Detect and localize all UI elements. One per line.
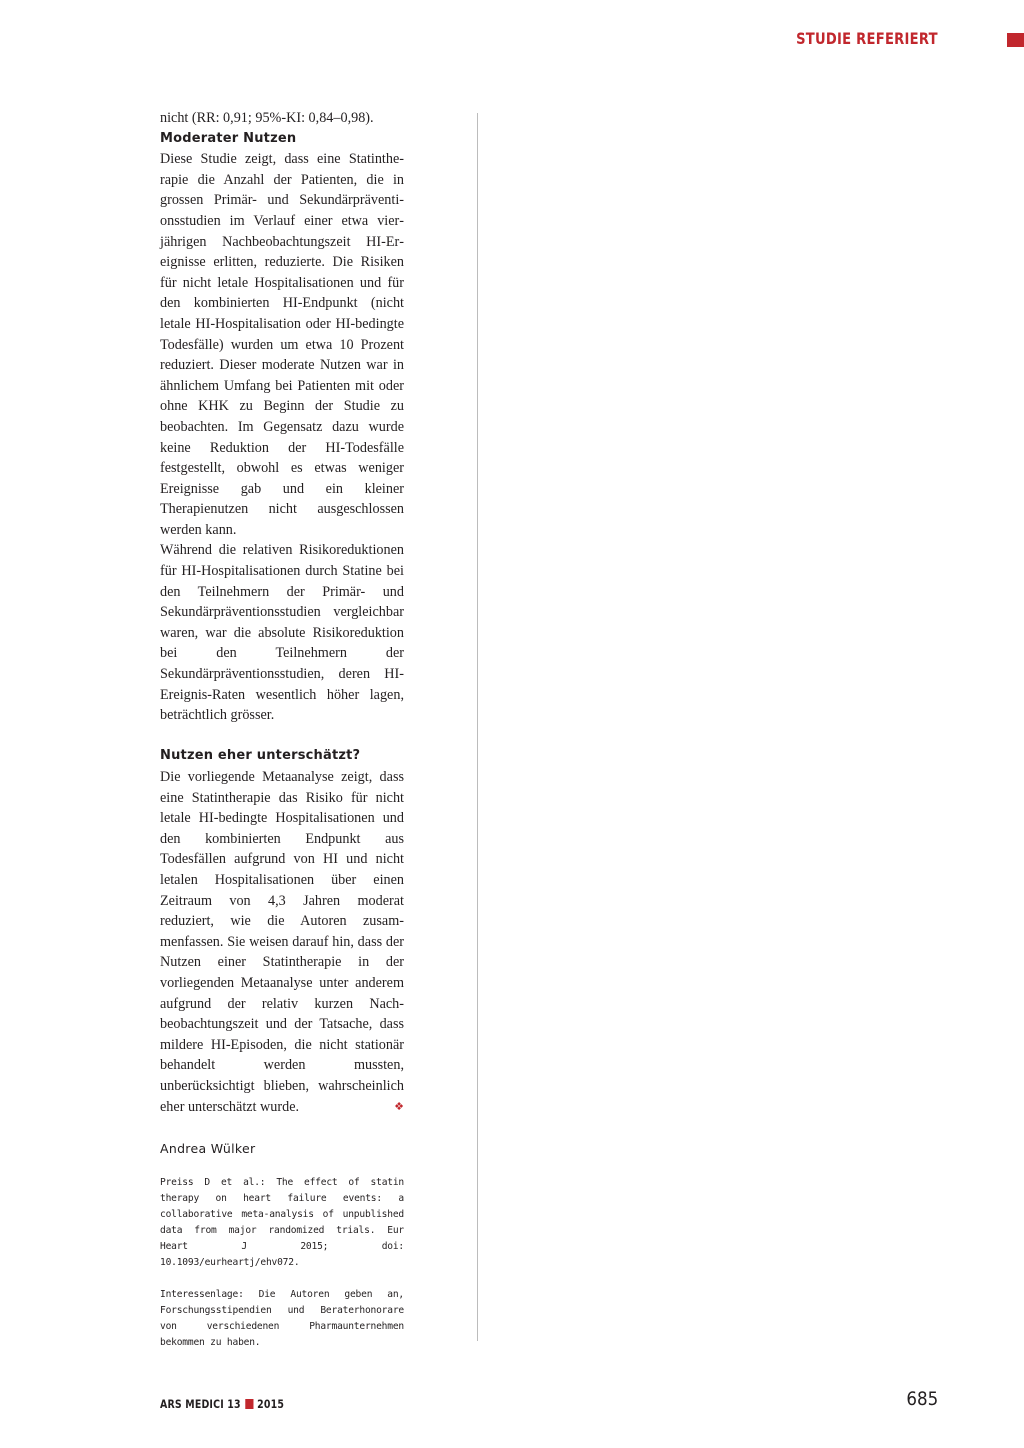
article-column <box>160 108 404 1351</box>
column-divider <box>477 113 478 1341</box>
section-gap <box>160 726 404 747</box>
footer-journal <box>160 1397 284 1411</box>
body-paragraph: Während die relativen Risikoreduktionen für HI-Hospitalisationen durch Statine bei den Teilnehmern der Primär- und Sekundärpräventionsstudien vergleichbar waren, war die absolute Risikoreduktion bei den Teilnehmern der Sekundärpräventionsstudien, deren HI-Ereignis-Raten wesentlich höher lagen, beträchtlich grösser. <box>160 542 404 724</box>
body-paragraph-text: Die vorliegende Metaanalyse zeigt, dass eine Statintherapie das Risiko für nicht letale HI-bedingte Hospitalisationen und den kombinierten Endpunkt aus Todesfällen aufgrund von HI und nicht letalen Hospitalisationen über einen Zeitraum von 4,3 Jahren moderat reduziert, wie die Autoren zusammenfassen. Sie weisen darauf hin, dass der Nutzen einer Statintherapie in der vorliegenden Metaanalyse unter anderem aufgrund der relativ kurzen Nachbeobachtungszeit und der Tatsache, dass mildere HI-Episoden, die nicht stationär behandelt werden mussten, unberücksichtigt blieben, wahrscheinlich eher unterschätzt wurde. <box>160 769 404 1115</box>
lead-in-paragraph: nicht (RR: 0,91; 95%-KI: 0,84–0,98). <box>160 110 374 126</box>
article-body <box>160 108 404 1117</box>
end-of-article-icon: ❖ <box>394 1099 404 1113</box>
body-paragraph <box>160 767 404 1117</box>
section-label: STUDIE REFERIERT <box>796 29 938 48</box>
journal-year: 2015 <box>257 1397 285 1411</box>
conflict-of-interest-text: Interessenlage: Die Autoren geben an, Forschungsstipendien und Beraterhonorare von verschiedenen Pharmaunternehmen bekommen zu haben. <box>160 1289 404 1349</box>
page-number: 685 <box>906 1388 938 1410</box>
author-name: Andrea Wülker <box>160 1141 256 1157</box>
reference-citation <box>160 1175 404 1271</box>
reference-text: Preiss D et al.: The effect of statin therapy on heart failure events: a collaborative meta-analysis of unpublished data from major randomized trials. Eur Heart J 2015; doi: 10.1093/eurheartj/ehv072. <box>160 1177 404 1269</box>
section-heading: Moderater Nutzen <box>160 130 297 146</box>
footer-separator-square <box>245 1399 253 1409</box>
journal-name: ARS MEDICI 13 <box>160 1397 241 1411</box>
conflict-of-interest <box>160 1287 404 1351</box>
section-marker <box>1007 33 1024 47</box>
body-paragraph: Diese Studie zeigt, dass eine Statintherapie die Anzahl der Patienten, die in grossen Primär- und Sekundärpräventionsstudien im Verlauf einer etwa vierjährigen Nachbeobachtungszeit HI-Ereignisse erlitten, reduzierte. Die Risiken für nicht letale Hospitalisationen und für den kombinierten HI-Endpunkt (nicht letale HI-Hospitalisation oder HI-bedingte Todesfälle) wurden um etwa 10 Prozent reduziert. Dieser moderate Nutzen war in ähnlichem Umfang bei Patienten mit oder ohne KHK zu Beginn der Studie zu beobachten. Im Gegensatz dazu wurde keine Reduktion der HI-Todesfälle festgestellt, obwohl es etwas weniger Ereignisse gab und ein kleiner Therapienutzen nicht ausgeschlossen werden kann. <box>160 151 404 538</box>
section-heading: Nutzen eher unterschätzt? <box>160 748 361 764</box>
